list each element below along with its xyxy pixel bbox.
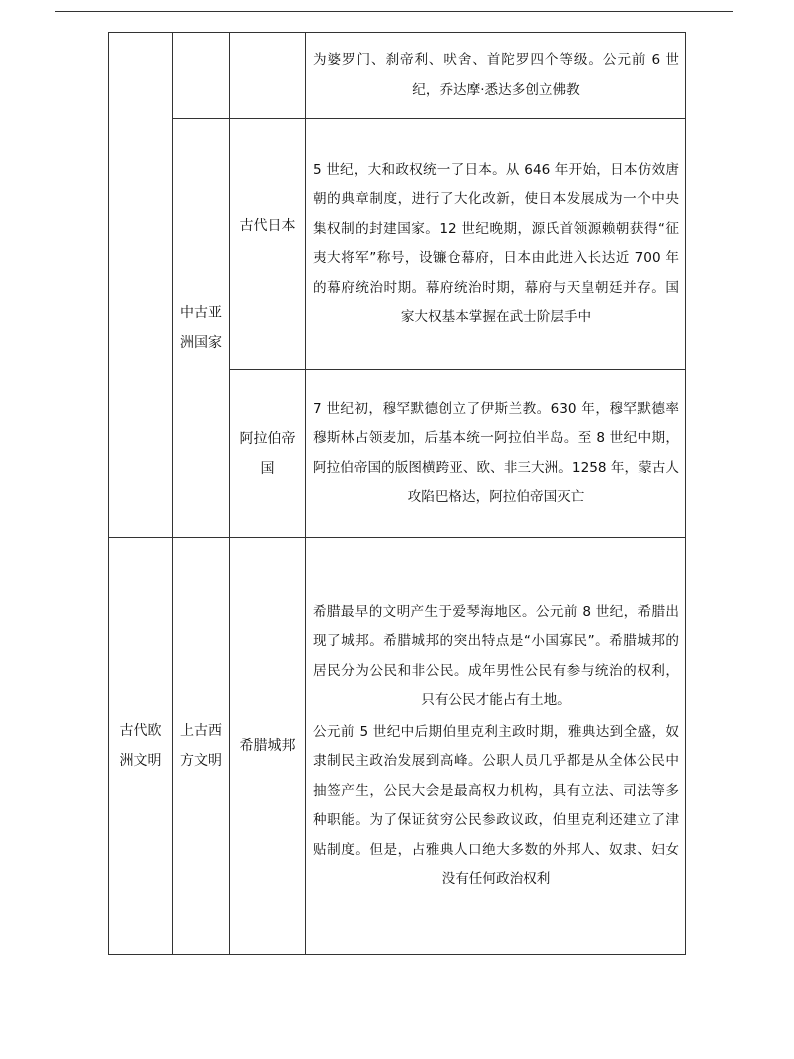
history-table	[108, 32, 686, 955]
table-row	[109, 33, 686, 119]
entity-label: 希腊城邦	[239, 738, 296, 754]
period-label: 上古西方文明	[180, 723, 222, 769]
table-row	[109, 119, 686, 370]
region-cell	[109, 538, 173, 955]
content-paragraph: 7 世纪初，穆罕默德创立了伊斯兰教。630 年，穆罕默德率穆斯林占领麦加，后基本统一阿拉伯半岛。至 8 世纪中期，阿拉伯帝国的版图横跨亚、欧、非三大洲。1258 年，蒙古人攻陷巴格达，阿拉伯帝国灭亡	[313, 400, 679, 505]
content-cell	[306, 538, 686, 955]
table-row	[109, 538, 686, 955]
header-rule	[55, 11, 733, 12]
entity-cell	[230, 538, 306, 955]
entity-label: 阿拉伯帝国	[239, 430, 296, 477]
entity-cell-empty	[230, 33, 306, 119]
period-label: 中古亚洲国家	[180, 305, 222, 351]
entity-cell	[230, 370, 306, 538]
content-cell	[306, 33, 686, 119]
period-cell	[173, 538, 230, 955]
content-cell	[306, 370, 686, 538]
period-cell-empty	[173, 33, 230, 119]
content-cell	[306, 119, 686, 370]
entity-cell	[230, 119, 306, 370]
region-cell-empty	[109, 33, 173, 538]
entity-label: 古代日本	[239, 218, 296, 234]
content-paragraph: 5 世纪，大和政权统一了日本。从 646 年开始，日本仿效唐朝的典章制度，进行了大化改新，使日本发展成为一个中央集权制的封建国家。12 世纪晚期，源氏首领源赖朝获得“征夷大将军”称号，设镰仓幕府，日本由此进入长达近 700 年的幕府统治时期。幕府统治时期，幕府与天皇朝廷并存。国家大权基本掌握在武士阶层手中	[313, 161, 679, 325]
content-paragraph: 为婆罗门、刹帝利、吠舍、首陀罗四个等级。公元前 6 世纪，乔达摩·悉达多创立佛教	[313, 52, 679, 98]
content-paragraph: 公元前 5 世纪中后期伯里克利主政时期，雅典达到全盛，奴隶制民主政治发展到高峰。公职人员几乎都是从全体公民中抽签产生，公民大会是最高权力机构，具有立法、司法等多种职能。为了保证贫穷公民参政议政，伯里克利还建立了津贴制度。但是，占雅典人口绝大多数的外邦人、奴隶、妇女没有任何政治权利	[313, 723, 679, 887]
period-cell	[173, 119, 230, 538]
region-label: 古代欧洲文明	[119, 723, 162, 769]
content-paragraph: 希腊最早的文明产生于爱琴海地区。公元前 8 世纪，希腊出现了城邦。希腊城邦的突出特点是“小国寡民”。希腊城邦的居民分为公民和非公民。成年男性公民有参与统治的权利，只有公民才能占有土地。	[313, 603, 679, 708]
